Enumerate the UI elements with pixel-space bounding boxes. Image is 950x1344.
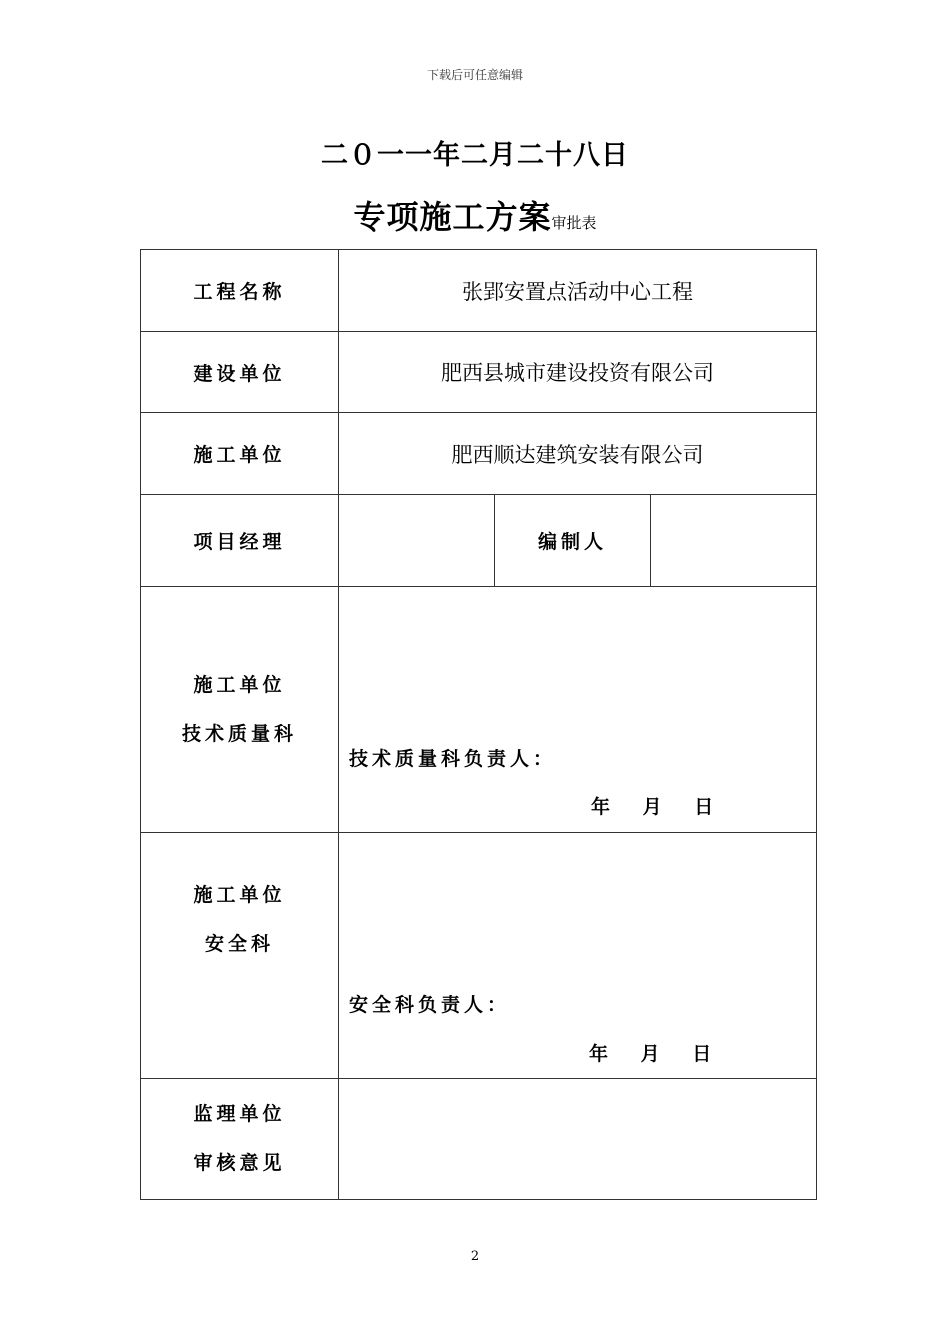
tech-quality-date: [591, 792, 713, 819]
tech-quality-year: 年: [591, 796, 611, 818]
owner-value[interactable]: 肥西县城市建设投资有限公司: [339, 332, 817, 413]
supervision-opinion[interactable]: [339, 1079, 817, 1200]
tech-quality-label: [141, 587, 339, 833]
document-title-sub: 审批表: [551, 214, 597, 232]
project-name-value[interactable]: 张郢安置点活动中心工程: [339, 250, 817, 332]
editor-label: 编制人: [495, 495, 651, 587]
project-name-label: 工程名称: [141, 250, 339, 332]
tech-quality-month: 月: [642, 796, 662, 818]
contractor-label: 施工单位: [141, 413, 339, 495]
safety-label: [141, 833, 339, 1079]
editor-value[interactable]: [651, 495, 817, 587]
row-supervision: [141, 1079, 817, 1200]
tech-quality-responsible: 技术质量科负责人：: [349, 748, 557, 770]
page-number: 2: [470, 1249, 480, 1264]
contractor-value[interactable]: 肥西顺达建筑安装有限公司: [339, 413, 817, 495]
document-title: [0, 192, 950, 238]
row-contractor: [141, 413, 817, 495]
approval-form-table: [140, 249, 817, 1200]
tech-quality-opinion[interactable]: [339, 587, 817, 833]
row-tech-quality: [141, 587, 817, 833]
tech-quality-label-line1: 施工单位: [193, 673, 286, 696]
safety-month: 月: [640, 1043, 660, 1065]
owner-label: 建设单位: [141, 332, 339, 413]
safety-label-line1: 施工单位: [193, 883, 286, 906]
supervision-label-line2: 审核意见: [193, 1152, 286, 1174]
safety-year: 年: [589, 1043, 609, 1065]
supervision-label-line1: 监理单位: [193, 1103, 286, 1125]
safety-label-line2: 安全科: [204, 932, 274, 955]
row-owner: [141, 332, 817, 413]
manager-label: 项目经理: [141, 495, 339, 587]
supervision-label: [141, 1079, 339, 1200]
row-project-name: [141, 250, 817, 332]
header-note: 下载后可任意编辑: [426, 68, 523, 82]
safety-date: [589, 1039, 711, 1066]
tech-quality-day: 日: [694, 796, 714, 818]
safety-responsible: 安全科负责人：: [349, 994, 511, 1016]
safety-day: 日: [692, 1043, 712, 1065]
document-title-main: 专项施工方案: [353, 198, 552, 236]
row-manager: [141, 495, 817, 587]
date-title: 二０一一年二月二十八日: [321, 140, 629, 171]
row-safety: [141, 833, 817, 1079]
manager-value[interactable]: [339, 495, 495, 587]
safety-opinion[interactable]: [339, 833, 817, 1079]
tech-quality-label-line2: 技术质量科: [181, 722, 297, 745]
